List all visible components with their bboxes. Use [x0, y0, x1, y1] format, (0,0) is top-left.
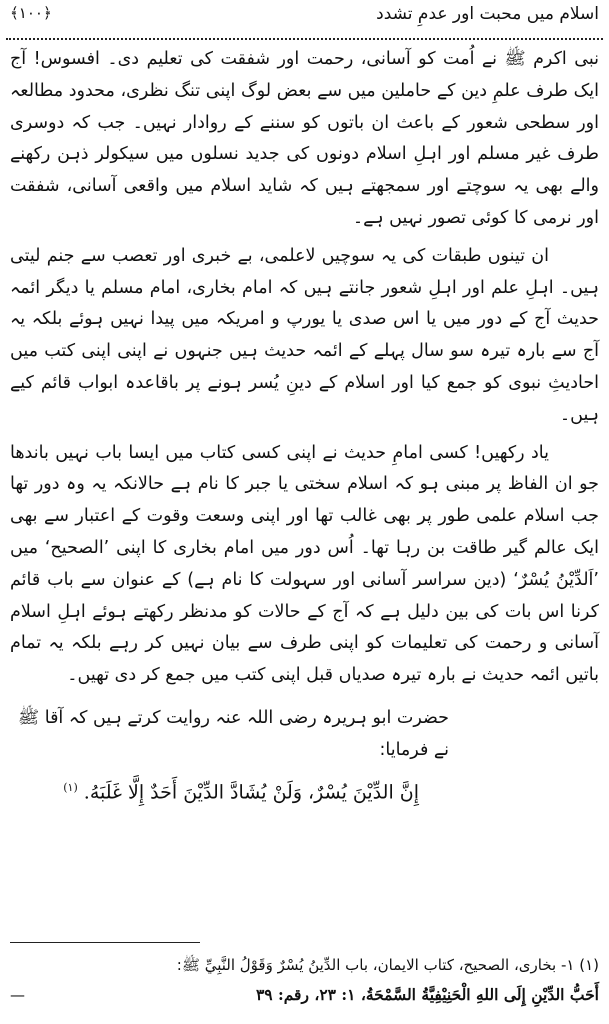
footnote-marker: (۱) — [63, 780, 78, 794]
footnote — [10, 950, 599, 1010]
hadith-intro: حضرت ابو ہریرہ رضی اللہ عنہ روایت کرتے ہیں کہ آقا ﷺ نے فرمایا: — [18, 707, 449, 760]
page-number: ﴿۱۰۰﴾ — [10, 4, 52, 22]
page-body — [10, 44, 599, 812]
paragraph-2: ان تینوں طبقات کی یہ سوچیں لاعلمی، بے خبری اور تعصب سے جنم لیتی ہیں۔ اہلِ علم اور اہلِ شعور جانتے ہیں کہ امام بخاری، امام مسلم یا دیگر ائمہ حدیث آج کے دور میں یا اس صدی یا یورپ و امریکہ میں پیدا نہیں ہوئے بلکہ یہ آج سے بارہ تیرہ سو سال پہلے کے ائمہ حدیث ہیں جنہوں نے اپنی اپنی کتب میں احادیثِ نبوی کو جمع کیا اور اسلام کے دینِ یُسر ہونے پر باقاعدہ ابواب قائم کیے ہیں۔ — [10, 245, 599, 425]
page-title: اسلام میں محبت اور عدمِ تشدد — [376, 4, 599, 24]
hadith-quote — [10, 768, 599, 812]
header-divider — [6, 38, 603, 40]
paragraph-1: نبی اکرم ﷺ نے اُمت کو آسانی، رحمت اور شفقت کی تعلیم دی۔ افسوس! آج ایک طرف علمِ دین کے حاملین میں سے بعض لوگ اپنی تنگ نظری، محدود مطالعہ اور سطحی شعور کے باعث ان باتوں کو سننے کے روادار نہیں۔ جب کہ دوسری طرف غیر مسلم اور اہلِ اسلام دونوں کی جدید نسلوں میں سیکولر ذہن رکھنے والے بھی یہ سوچتے اور سمجھتے ہیں کہ شاید اسلام میں واقعی آسانی، شفقت اور نرمی کا کوئی تصور نہیں ہے۔ — [10, 49, 599, 228]
hadith-text: إِنَّ الدِّيْنَ يُسْرٌ، وَلَنْ يُشَادَّ الدِّيْنَ أَحَدٌ إِلَّا غَلَبَهُ. — [83, 781, 419, 804]
page-header — [0, 0, 609, 40]
footnote-line-2: أَحَبُّ الدِّيْنِ إِلَى اللهِ الْحَنِيْفِيَّةُ السَّمْحَةُ، ۱: ۲۳، رقم: ۳۹ — [255, 985, 599, 1004]
footnote-line-1: (۱) ۱- بخاری، الصحیح، کتاب الایمان، باب الدِّينُ يُسْرٌ وَقَوْلُ النَّبِيِّ ﷺ: — [176, 956, 599, 974]
footnote-line-2-row — [10, 980, 599, 1010]
footnote-divider — [10, 942, 200, 943]
footnote-continuation-dash: — — [10, 986, 25, 1004]
paragraph-3: یاد رکھیں! کسی امامِ حدیث نے اپنی کسی کتاب میں ایسا باب نہیں باندھا جو ان الفاظ پر مبنی ہو کہ اسلام سختی یا جبر کا نام ہے حالانکہ یہ وہ دور تھا جب اسلام علمی طور پر بھی غالب تھا اور اپنی وسعت وقوت کے اعتبار سے بھی ایک عالم گیر طاقت بن رہا تھا۔ اُس دور میں امام بخاری کا اپنی ’الصحیح‘ میں ’اَلدِّیْنُ یُسْرٌ‘ (دین سراسر آسانی اور سہولت کا نام ہے) کے عنوان سے باب قائم کرنا اس بات کی بین دلیل ہے کہ آج کے حالات کو مدنظر رکھتے ہوئے اہلِ اسلام آسانی و رحمت کی تعلیمات کو اپنی طرف سے بیان نہیں کر رہے بلکہ یہ تمام باتیں ائمہ حدیث نے بارہ تیرہ صدیاں قبل اپنی کتب میں جمع کر دی تھیں۔ — [10, 442, 599, 686]
